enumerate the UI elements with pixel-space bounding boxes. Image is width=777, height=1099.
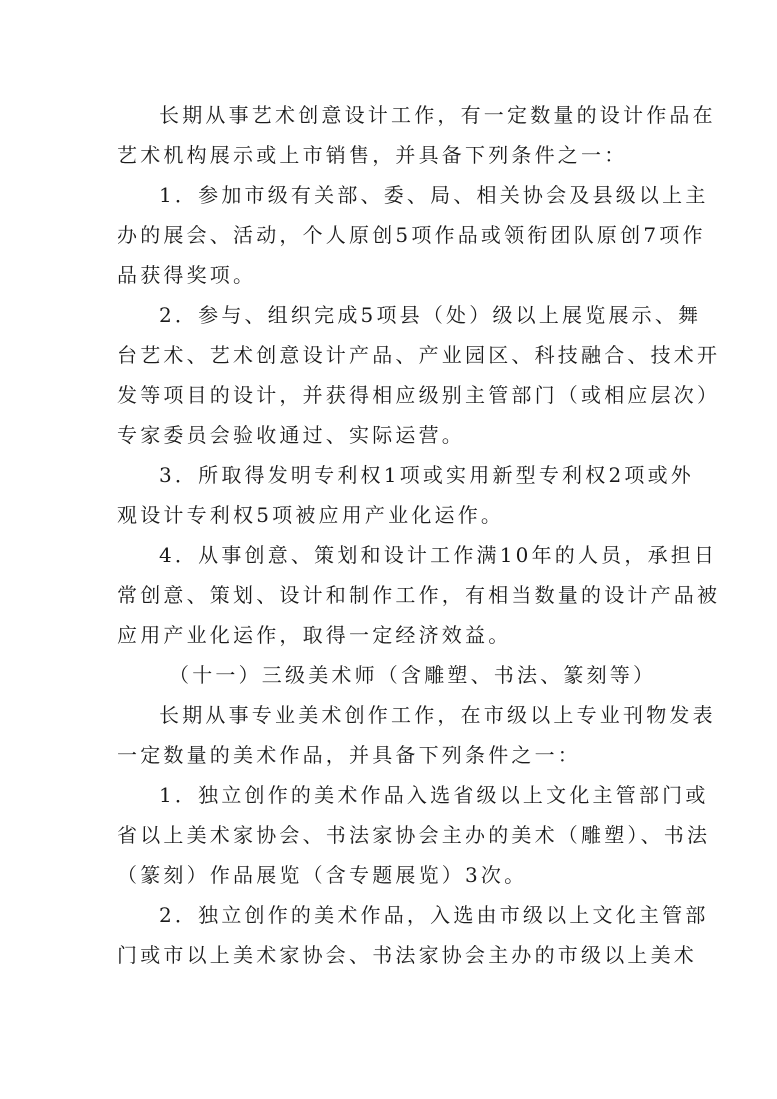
paragraph-line: 1．独立创作的美术作品入选省级以上文化主管部门或 bbox=[159, 783, 709, 807]
section-heading: （十一）三级美术师（含雕塑、书法、篆刻等） bbox=[169, 663, 657, 687]
paragraph-line: 1．参加市级有关部、委、局、相关协会及县级以上主 bbox=[159, 183, 709, 207]
paragraph-line: 省以上美术家协会、书法家协会主办的美术（雕塑）、书法 bbox=[117, 823, 711, 847]
paragraph-line: 艺术机构展示或上市销售，并具备下列条件之一： bbox=[117, 143, 628, 167]
paragraph-line: 发等项目的设计，并获得相应级别主管部门（或相应层次） bbox=[117, 383, 721, 407]
paragraph-line: 常创意、策划、设计和制作工作，有相当数量的设计产品被 bbox=[117, 583, 721, 607]
paragraph-line: （篆刻）作品展览（含专题展览）3次。 bbox=[117, 863, 528, 887]
paragraph-line: 办的展会、活动，个人原创5项作品或领衔团队原创7项作 bbox=[117, 223, 706, 247]
paragraph-line: 长期从事艺术创意设计工作，有一定数量的设计作品在 bbox=[159, 103, 716, 127]
document-page bbox=[117, 95, 721, 975]
paragraph-line: 应用产业化运作，取得一定经济效益。 bbox=[117, 623, 512, 647]
paragraph-line: 品获得奖项。 bbox=[117, 263, 257, 287]
paragraph-line: 一定数量的美术作品，并具备下列条件之一： bbox=[117, 743, 581, 767]
paragraph-line: 3．所取得发明专利权1项或实用新型专利权2项或外 bbox=[159, 463, 694, 487]
paragraph-line: 台艺术、艺术创意设计产品、产业园区、科技融合、技术开 bbox=[117, 343, 721, 367]
paragraph-line: 2．独立创作的美术作品，入选由市级以上文化主管部 bbox=[159, 903, 709, 927]
paragraph-line: 4．从事创意、策划和设计工作满10年的人员，承担日 bbox=[159, 543, 718, 567]
paragraph-line: 门或市以上美术家协会、书法家协会主办的市级以上美术 bbox=[117, 943, 697, 967]
paragraph-line: 专家委员会验收通过、实际运营。 bbox=[117, 423, 465, 447]
paragraph-line: 长期从事专业美术创作工作，在市级以上专业刊物发表 bbox=[159, 703, 716, 727]
paragraph-line: 2．参与、组织完成5项县（处）级以上展览展示、舞 bbox=[159, 303, 702, 327]
paragraph-line: 观设计专利权5项被应用产业化运作。 bbox=[117, 503, 505, 527]
